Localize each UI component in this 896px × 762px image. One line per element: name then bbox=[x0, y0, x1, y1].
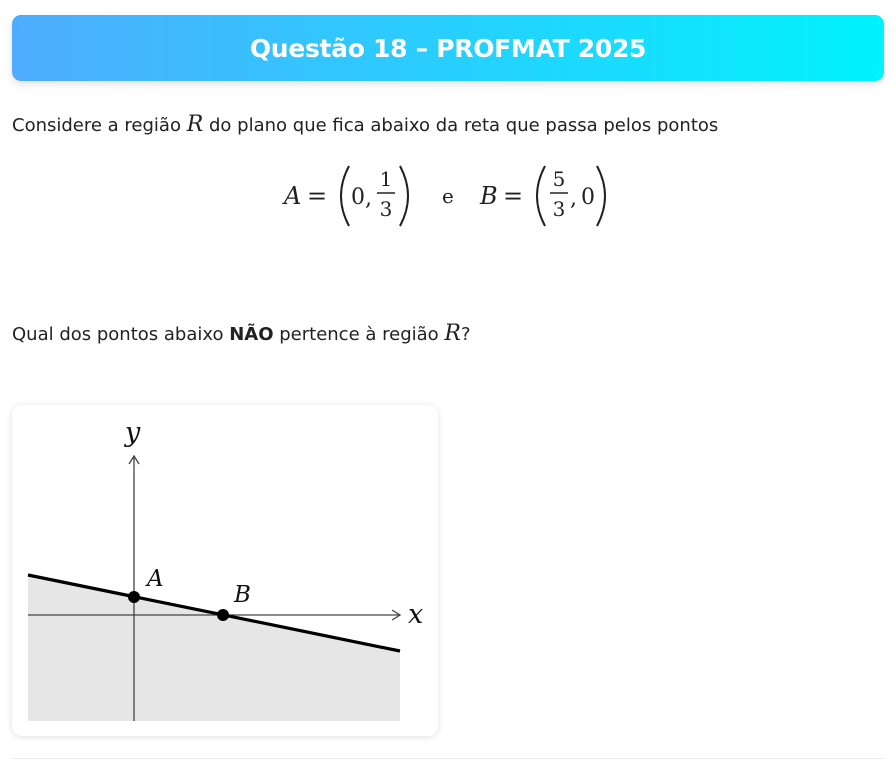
question-text-end: ? bbox=[460, 324, 471, 345]
question-emphasis: NÃO bbox=[229, 324, 274, 345]
question-header bbox=[12, 15, 884, 81]
question-region-variable: R bbox=[444, 321, 461, 346]
point-a-right-paren bbox=[400, 166, 408, 226]
point-a-y-denominator: 3 bbox=[379, 197, 393, 221]
point-b-equals: = bbox=[503, 182, 524, 210]
point-b-right-paren bbox=[597, 166, 605, 226]
question-text-middle: pertence à região bbox=[273, 324, 445, 345]
points-equation bbox=[0, 158, 896, 234]
point-a-comma: , bbox=[365, 186, 372, 211]
region-figure-card bbox=[12, 405, 438, 736]
problem-statement bbox=[12, 113, 718, 138]
point-a-marker bbox=[128, 591, 140, 603]
bottom-divider bbox=[12, 758, 884, 759]
point-b-x-numerator: 5 bbox=[552, 167, 566, 191]
point-b-label: B bbox=[234, 582, 251, 608]
region-r-shading bbox=[28, 575, 400, 721]
point-b-left-paren bbox=[537, 166, 545, 226]
statement-text-start: Considere a região bbox=[12, 115, 187, 136]
point-a-x: 0 bbox=[351, 185, 365, 210]
question-prompt bbox=[12, 322, 471, 347]
point-a-left-paren bbox=[341, 166, 349, 226]
point-a-name: A bbox=[284, 182, 302, 210]
x-axis-label: x bbox=[408, 599, 424, 630]
y-axis-label: y bbox=[125, 417, 141, 448]
point-b-x-denominator: 3 bbox=[552, 197, 566, 221]
point-b-name: B bbox=[480, 182, 498, 210]
point-a-label: A bbox=[147, 566, 164, 592]
point-b-marker bbox=[217, 609, 229, 621]
point-b-comma: , bbox=[570, 186, 577, 211]
region-variable: R bbox=[186, 112, 204, 137]
point-b-y: 0 bbox=[581, 185, 595, 210]
statement-text-end: do plano que fica abaixo da reta que passa pelos pontos bbox=[203, 115, 719, 136]
region-graph bbox=[12, 405, 438, 736]
point-a-y-numerator: 1 bbox=[379, 167, 393, 191]
equation-connector: e bbox=[442, 184, 454, 208]
question-title: Questão 18 – PROFMAT 2025 bbox=[249, 33, 647, 63]
question-text-start: Qual dos pontos abaixo bbox=[12, 324, 230, 345]
point-a-equals: = bbox=[307, 182, 328, 210]
